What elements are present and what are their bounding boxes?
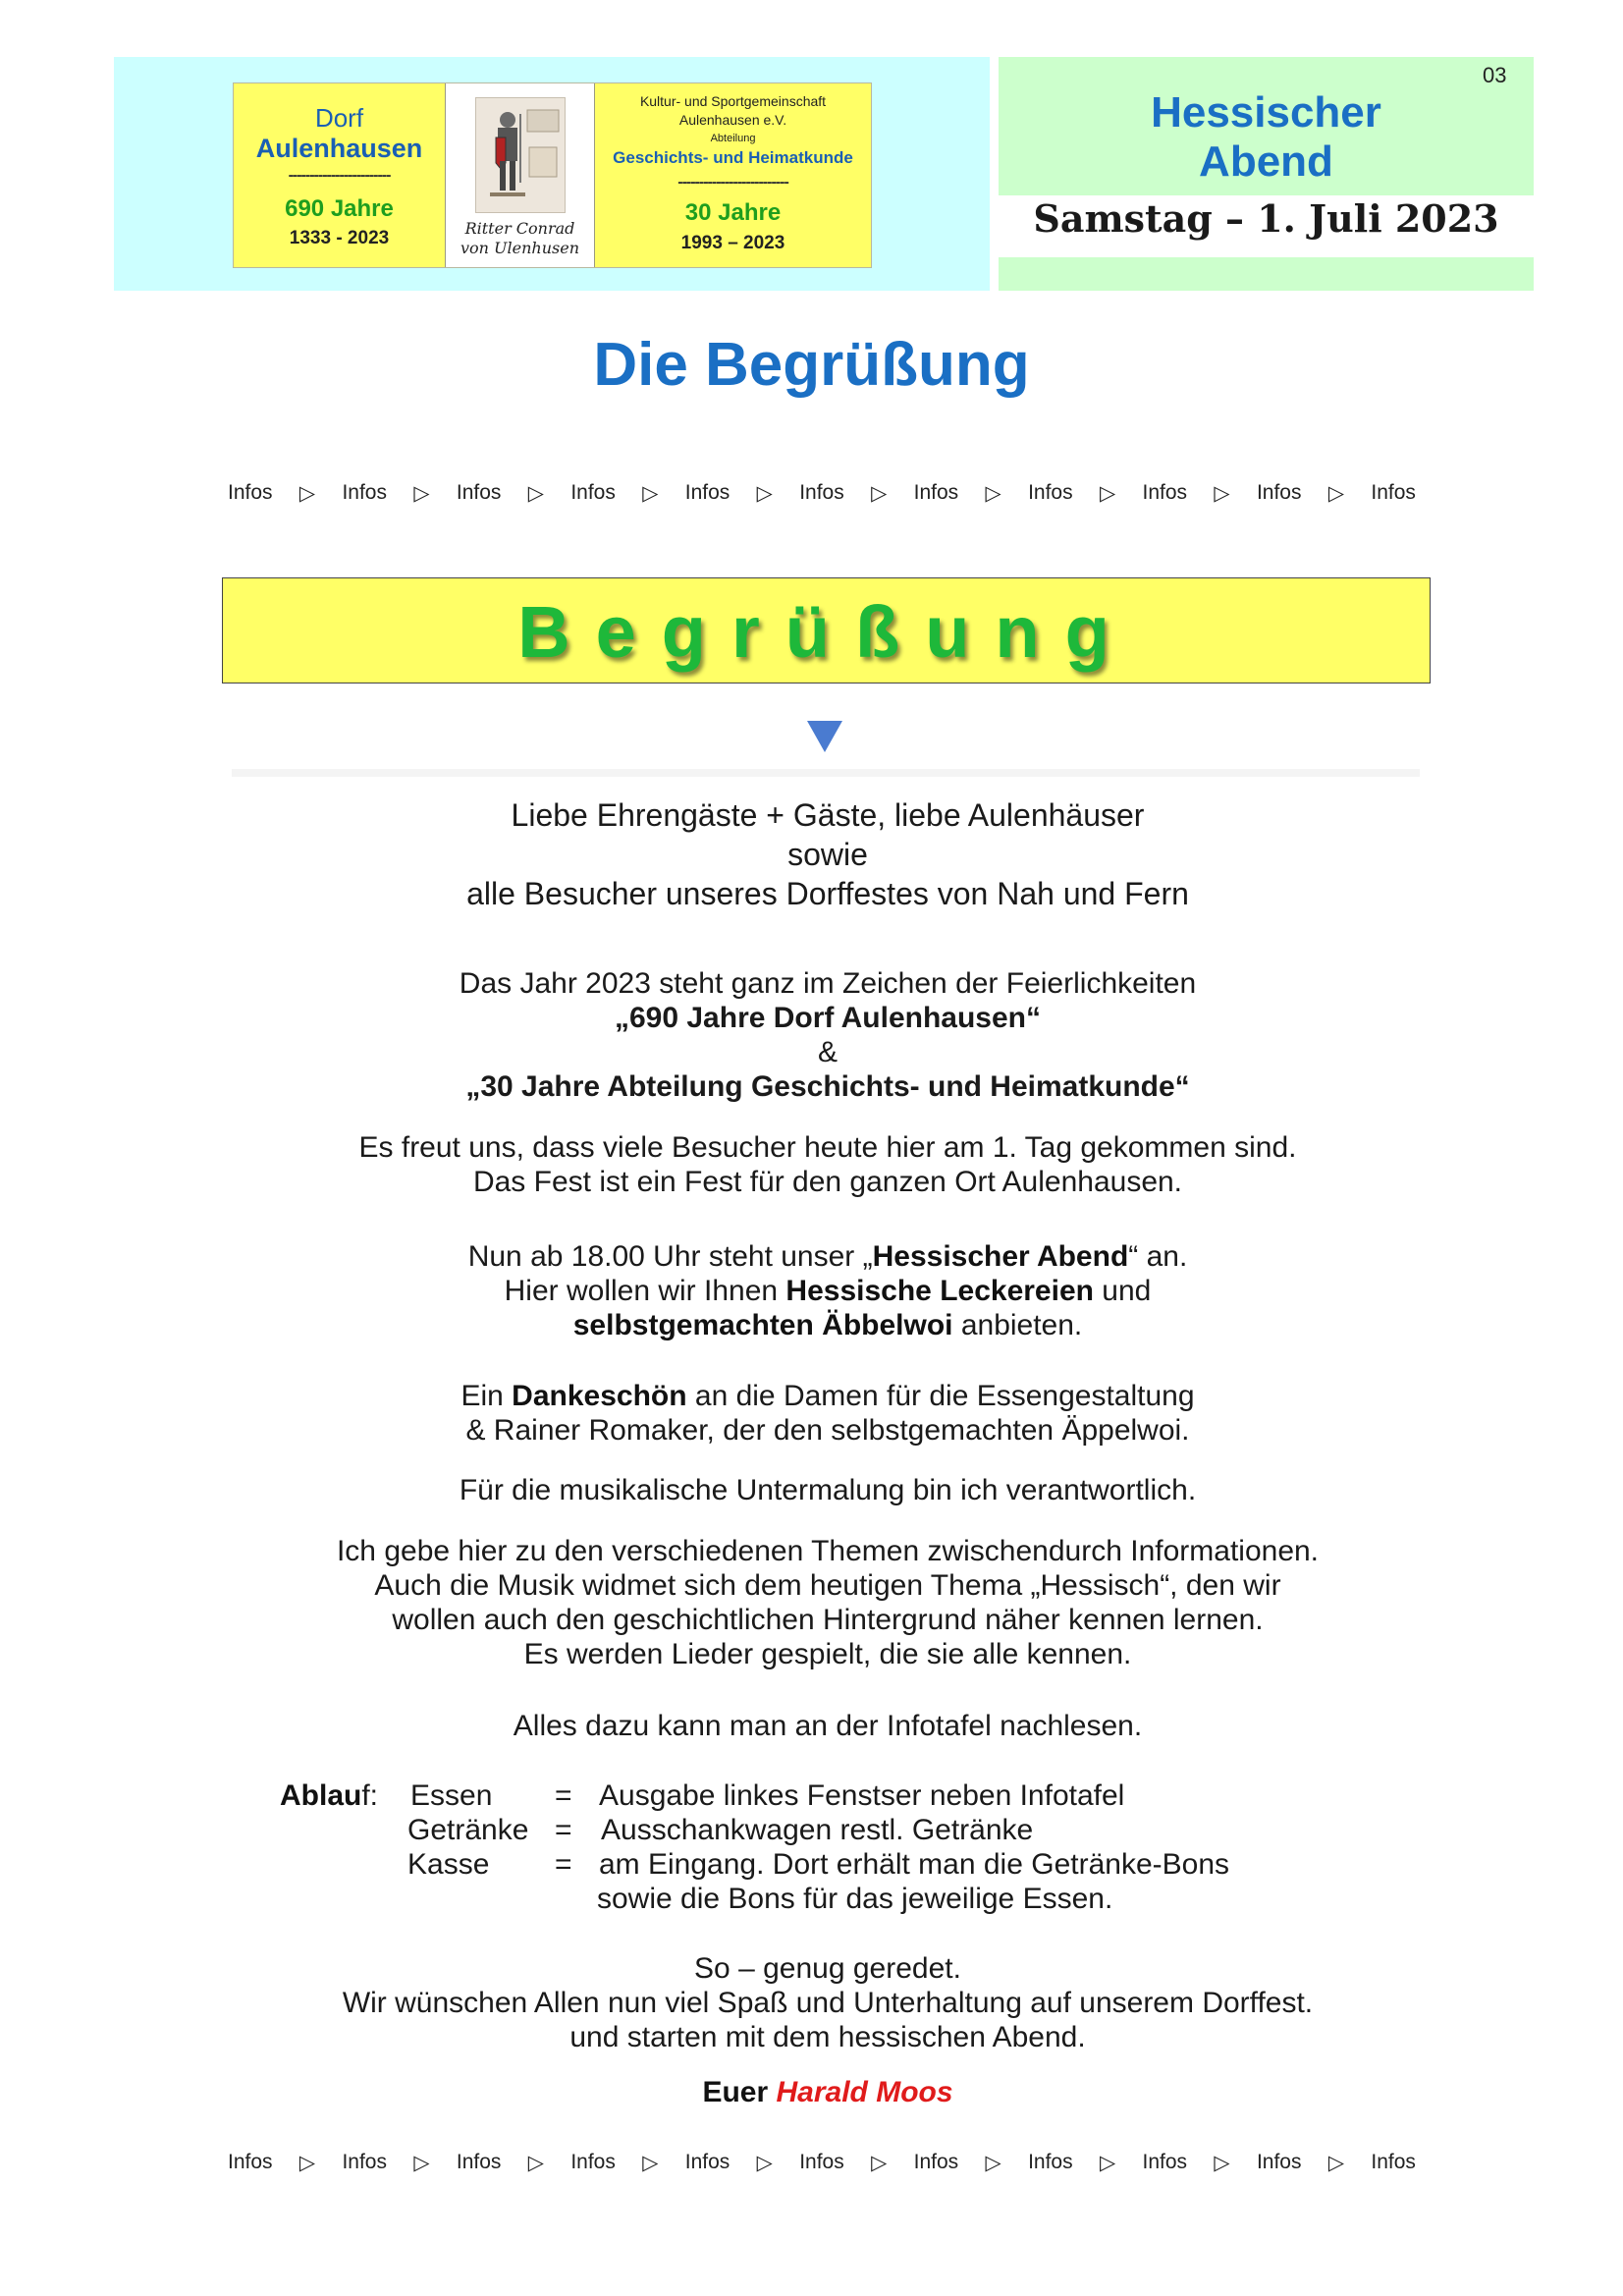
greeting-banner-text: Begrüßung: [517, 591, 1135, 673]
infos-link[interactable]: Infos: [570, 2151, 616, 2173]
play-arrow-icon: ▷: [756, 2152, 773, 2174]
infos-link[interactable]: Infos: [456, 2151, 502, 2173]
infos-nav-bottom: [228, 2151, 1416, 2175]
knight-image: [475, 97, 566, 213]
signature-name: Harald Moos: [776, 2076, 953, 2108]
infos-link[interactable]: Infos: [1028, 481, 1073, 504]
logo-village-block: [234, 83, 446, 267]
club-range: 1993 – 2023: [680, 233, 785, 253]
infos-link[interactable]: Infos: [684, 481, 730, 504]
p6-line-1: Ich gebe hier zu den verschiedenen Themen zwischendurch Informationen.: [336, 1535, 1320, 1567]
ablauf-key: Getränke: [407, 1814, 529, 1846]
infos-link[interactable]: Infos: [570, 481, 616, 504]
p4-text: Ein: [460, 1380, 513, 1412]
play-arrow-icon: ▷: [413, 2152, 430, 2174]
infos-link[interactable]: Infos: [1028, 2151, 1073, 2173]
logo-banner: [233, 82, 872, 268]
ablauf-value: Ausschankwagen restl. Getränke: [601, 1814, 1034, 1846]
infos-link[interactable]: Infos: [799, 2151, 844, 2173]
play-arrow-icon: ▷: [1214, 482, 1230, 505]
signature: [0, 2076, 1623, 2109]
infos-link[interactable]: Infos: [1142, 2151, 1188, 2173]
p3-text: anbieten.: [952, 1309, 1083, 1341]
play-arrow-icon: ▷: [756, 482, 773, 505]
p3-line-3: [0, 1308, 1623, 1342]
p1-line-2: „690 Jahre Dorf Aulenhausen“: [614, 1002, 1042, 1034]
club-divider-dashes: --------------------------: [677, 174, 788, 191]
ablauf-label-bold: Ablau: [280, 1779, 362, 1812]
play-arrow-icon: ▷: [985, 482, 1001, 505]
infos-link[interactable]: Infos: [228, 481, 273, 504]
play-arrow-icon: ▷: [298, 482, 316, 505]
play-arrow-icon: ▷: [642, 2152, 659, 2174]
club-years: 30 Jahre: [684, 199, 782, 226]
p3-line-1: [0, 1239, 1623, 1274]
ablauf-eq: =: [555, 1814, 572, 1846]
logo-divider-dashes: ------------------------: [288, 167, 391, 184]
p3-text: “ an.: [1128, 1240, 1188, 1273]
p3-line-2: [0, 1274, 1623, 1308]
infos-link[interactable]: Infos: [342, 2151, 387, 2173]
infos-link[interactable]: Infos: [1371, 2151, 1416, 2173]
play-arrow-icon: ▷: [985, 2152, 1001, 2174]
play-arrow-icon: ▷: [1214, 2152, 1230, 2174]
infos-link[interactable]: Infos: [684, 2151, 730, 2173]
play-arrow-icon: ▷: [1099, 2152, 1116, 2174]
down-triangle-icon: [805, 719, 844, 759]
signature-prefix: Euer: [702, 2076, 777, 2108]
infos-link[interactable]: Infos: [913, 481, 959, 504]
header-event-panel-bottom: [999, 257, 1534, 291]
logo-village-label: Dorf: [314, 103, 364, 133]
infos-link[interactable]: Infos: [342, 481, 387, 504]
knight-caption: [446, 219, 594, 258]
logo-knight-block: [446, 83, 595, 267]
p4-line-1: [0, 1379, 1623, 1413]
page-title: Die Begrüßung: [593, 331, 1030, 399]
play-arrow-icon: ▷: [527, 2152, 544, 2174]
infos-nav-top: [228, 481, 1416, 506]
closing-line-3: und starten mit dem hessischen Abend.: [569, 2021, 1086, 2053]
p3-text: Hier wollen wir Ihnen: [504, 1275, 786, 1307]
club-line-4: Geschichts- und Heimatkunde: [613, 148, 853, 167]
greeting-line-3: alle Besucher unseres Dorffestes von Nah und Fern: [466, 876, 1189, 911]
p4-line-2: & Rainer Romaker, der den selbstgemachten Äppelwoi.: [465, 1414, 1190, 1447]
logo-village-name: Aulenhausen: [255, 134, 423, 163]
club-line-1: Kultur- und Sportgemeinschaft: [639, 93, 827, 109]
greeting-line-1: Liebe Ehrengäste + Gäste, liebe Aulenhäuser: [511, 797, 1145, 833]
p1-line-3: &: [817, 1036, 838, 1068]
play-arrow-icon: ▷: [871, 482, 888, 505]
p3-text: Nun ab 18.00 Uhr steht unser „: [467, 1240, 873, 1273]
play-arrow-icon: ▷: [1327, 482, 1344, 505]
club-line-3: Abteilung: [710, 133, 756, 144]
p4-bold: Dankeschön: [512, 1380, 687, 1412]
ablauf-key: Essen: [410, 1779, 493, 1812]
p6-line-2: Auch die Musik widmet sich dem heutigen Thema „Hessisch“, den wir: [374, 1569, 1281, 1602]
ablauf-continuation: sowie die Bons für das jeweilige Essen.: [597, 1883, 1113, 1915]
infos-link[interactable]: Infos: [456, 481, 502, 504]
event-title-line-1: Hessischer: [1151, 88, 1381, 137]
p7-line: Alles dazu kann man an der Infotafel nachlesen.: [513, 1710, 1143, 1742]
infos-link[interactable]: Infos: [1256, 2151, 1302, 2173]
p3-text: und: [1093, 1275, 1152, 1307]
ablauf-value: am Eingang. Dort erhält man die Getränke-Bons: [599, 1848, 1229, 1881]
play-arrow-icon: ▷: [642, 482, 659, 505]
infos-link[interactable]: Infos: [1256, 481, 1302, 504]
greeting-banner: [222, 577, 1431, 683]
ablauf-eq: =: [555, 1848, 572, 1881]
page-number: 03: [1483, 63, 1507, 87]
play-arrow-icon: ▷: [871, 2152, 888, 2174]
p1-line-4: „30 Jahre Abteilung Geschichts- und Heimatkunde“: [465, 1070, 1190, 1103]
event-title: [999, 88, 1534, 187]
logo-village-range: 1333 - 2023: [289, 228, 390, 248]
logo-club-block: [595, 83, 871, 267]
knight-icon: [476, 98, 565, 212]
play-arrow-icon: ▷: [1099, 482, 1116, 505]
closing-line-1: So – genug geredet.: [694, 1952, 961, 1985]
p2-line-2: Das Fest ist ein Fest für den ganzen Ort Aulenhausen.: [472, 1166, 1183, 1198]
infos-link[interactable]: Infos: [1371, 481, 1416, 504]
p3-bold: Hessische Leckereien: [785, 1275, 1094, 1307]
p3-bold: Hessischer Abend: [872, 1240, 1129, 1273]
knight-caption-line-1: Ritter Conrad: [464, 219, 575, 238]
infos-link[interactable]: Infos: [913, 2151, 959, 2173]
p1-line-1: Das Jahr 2023 steht ganz im Zeichen der Feierlichkeiten: [459, 967, 1197, 1000]
event-title-line-2: Abend: [1199, 137, 1333, 186]
infos-link[interactable]: Infos: [1142, 481, 1188, 504]
ablauf-label: [280, 1778, 378, 1813]
p2-line-1: Es freut uns, dass viele Besucher heute hier am 1. Tag gekommen sind.: [358, 1131, 1297, 1164]
play-arrow-icon: ▷: [413, 482, 430, 505]
p3-bold: selbstgemachten Äbbelwoi: [572, 1309, 953, 1341]
ablauf-label-rest: f:: [361, 1779, 379, 1812]
knight-caption-line-2: von Ulenhusen: [460, 239, 580, 257]
p4-text: an die Damen für die Essengestaltung: [686, 1380, 1195, 1412]
play-arrow-icon: ▷: [527, 482, 544, 505]
infos-link[interactable]: Infos: [799, 481, 844, 504]
ablauf-eq: =: [555, 1779, 572, 1812]
play-arrow-icon: ▷: [298, 2152, 316, 2174]
club-line-2: Aulenhausen e.V.: [678, 112, 787, 128]
event-date: Samstag – 1. Juli 2023: [1033, 196, 1499, 241]
ablauf-value: Ausgabe linkes Fenstser neben Infotafel: [599, 1779, 1125, 1812]
greeting-line-2: sowie: [787, 837, 868, 872]
ablauf-key: Kasse: [407, 1848, 490, 1881]
divider: [232, 769, 1420, 777]
logo-village-years: 690 Jahre: [285, 195, 394, 222]
p5-line: Für die musikalische Untermalung bin ich verantwortlich.: [459, 1474, 1197, 1506]
closing-line-2: Wir wünschen Allen nun viel Spaß und Unterhaltung auf unserem Dorffest.: [342, 1987, 1314, 2019]
infos-link[interactable]: Infos: [228, 2151, 273, 2173]
p6-line-3: wollen auch den geschichtlichen Hintergrund näher kennen lernen.: [392, 1604, 1264, 1636]
p6-line-4: Es werden Lieder gespielt, die sie alle kennen.: [523, 1638, 1132, 1670]
play-arrow-icon: ▷: [1327, 2152, 1344, 2174]
